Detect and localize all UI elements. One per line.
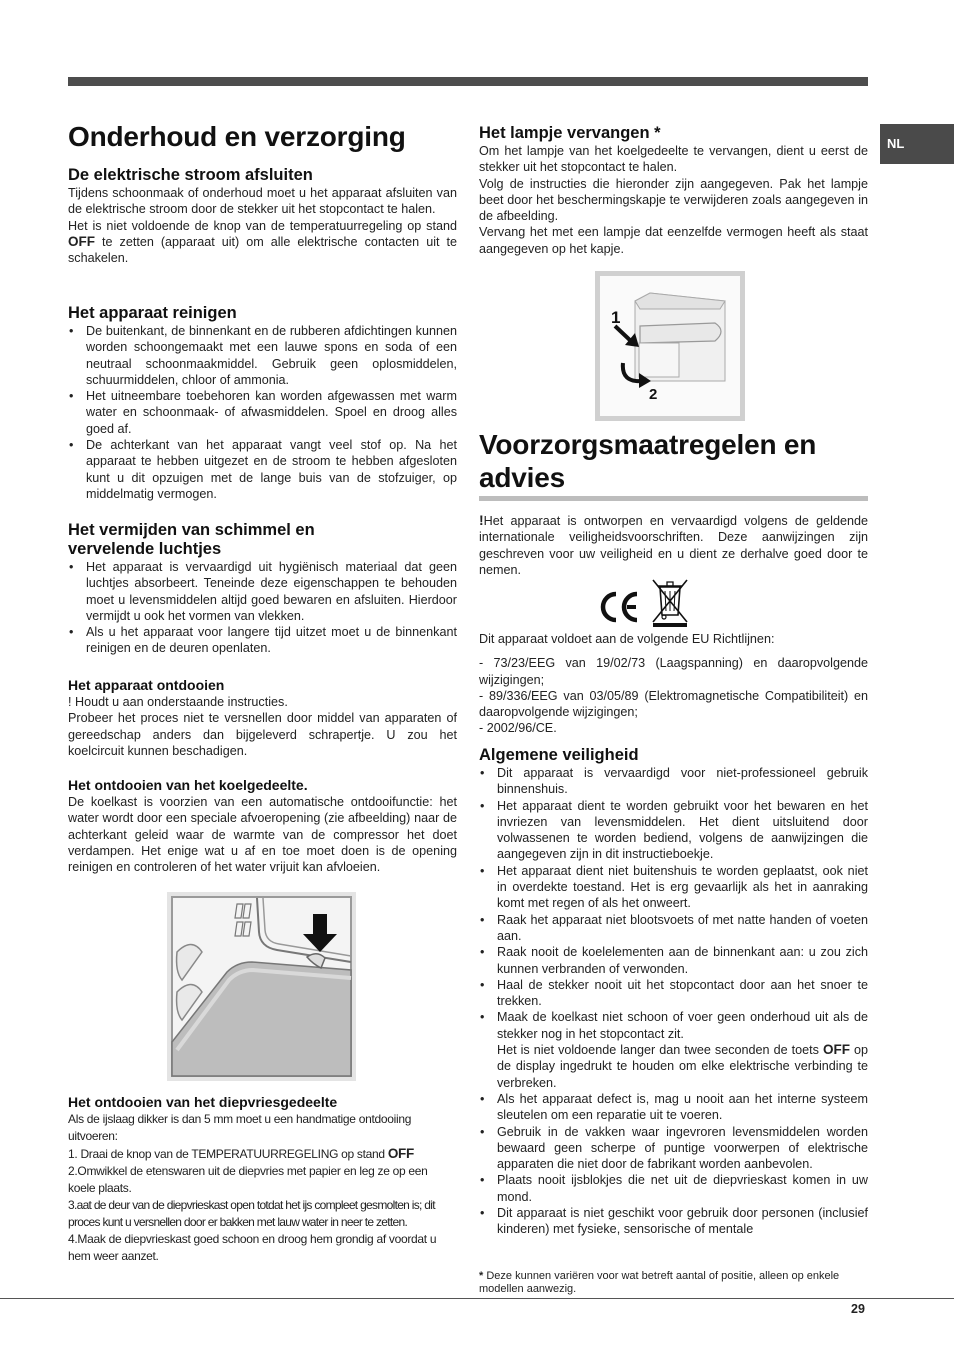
paragraph: - 89/336/EEG van 03/05/89 (Elektromagnetische Compatibiliteit) en daaropvolgende wijzigingen; [479, 688, 868, 720]
paragraph: Het is niet voldoende de knop van de temperatuurregeling op stand OFF te zetten (apparaat uit) om alle elektrische contacten uit te schakelen. [68, 218, 458, 266]
section-defrost [68, 677, 457, 759]
paragraph: - 73/23/EEG van 19/02/73 (Laagspanning) en daaropvolgende wijzigingen; [479, 656, 868, 687]
footnote: * Deze kunnen variëren voor wat betreft aantal of positie, alleen op enkele modellen aanwezig. [479, 1270, 840, 1295]
list-item: • Als het apparaat defect is, mag u nooit aan het interne systeem sleutelen om een reparatie uit te voeren. [479, 1091, 868, 1124]
bullet-list [68, 323, 457, 502]
bullet-list [68, 559, 457, 657]
list-item: • De achterkant van het apparaat vangt veel stof op. Na het apparaat te hebben uitgezet en de stroom te hebben afgesloten kunt u dit opzuigen met de lange buis van de stofzuiger, op middelmatig vermogen. [68, 437, 457, 502]
step: 3.aat de deur van de diepvrieskast open totdat het ijs compleet gesmolten is; dit proces kunt u versnellen door er bakken met lauw water in neer te zetten. [68, 1198, 435, 1229]
section-power [68, 166, 457, 266]
section-safety [479, 746, 868, 1238]
figure-label: 1 [611, 308, 621, 327]
section-mould [68, 521, 457, 657]
ce-mark-icon [603, 594, 637, 620]
section-heading: Het lampje vervangen * [479, 124, 661, 142]
language-tab: NL [880, 124, 954, 164]
section-heading: Het apparaat reinigen [68, 304, 237, 322]
step: 2.Omwikkel de etenswaren uit de diepvries met papier en leg ze op een koele plaats. [68, 1164, 428, 1195]
certification-marks [594, 577, 690, 627]
off-label: OFF [822, 1042, 850, 1058]
section-heading: Het ontdooien van het diepvriesgedeelte [68, 1094, 338, 1110]
off-label: OFF [68, 233, 95, 249]
list-item: • Raak nooit de koelelementen aan de binnenkant aan: u zou zich kunnen verbranden of verwonden. [479, 944, 868, 977]
section-heading: Het apparaat ontdooien [68, 677, 225, 693]
paragraph: ! Houdt u aan onderstaande instructies. [68, 695, 288, 709]
paragraph: De koelkast is voorzien van een automatische ontdooifunctie: het water wordt door een speciale afvoeropening (zie afbeelding) naar de achterkant geleid waar de warmte van de compressor het doet verdampen. Het enige wat u af en toe moet doen is de opening reinigen en controleren of het water vrijuit kan afvloeien. [68, 795, 457, 875]
paragraph: Om het lampje van het koelgedeelte te vervangen, dient u eerst de stekker uit het stopcontact te halen. [479, 144, 868, 175]
list-item: • Dit apparaat is vervaardigd voor niet-professioneel gebruik binnenshuis. [479, 765, 868, 798]
warning-mark: ! [479, 512, 484, 528]
list-item: • De buitenkant, de binnenkant en de rubberen afdichtingen kunnen worden schoongemaakt met een lauwe spons en soda of een neutraal schoonmaakmiddel. Gebruik geen oplosmiddelen, schuurmiddelen, chloor of ammonia. [68, 323, 457, 388]
paragraph: Tijdens schoonmaak of onderhoud moet u het apparaat afsluiten van de elektrische stroom door de stekker uit het stopcontact te halen. [68, 186, 457, 217]
bullet-list [479, 765, 868, 1042]
list-item: • Als u het apparaat voor langere tijd uitzet moet u de binnenkant reinigen en de deuren openlaten. [68, 624, 457, 657]
paragraph: Het is niet voldoende langer dan twee seconden de toets OFF op de display ingedrukt te houden om elke elektrische verbinding te verbreken. [497, 1042, 868, 1090]
drain-figure [167, 892, 356, 1081]
section-eu [479, 631, 868, 737]
list-item: • Het apparaat is vervaardigd uit hygiënisch materiaal dat geen luchtjes absorbeert. Teneinde deze eigenschappen te behouden moet u levensmiddelen altijd goed bewaren en afsluiten. Hierdoor vermijdt u ook het vormen van vlekken. [68, 559, 457, 624]
step: 4.Maak de diepvrieskast goed schoon en droog hem grondig af voordat u hem weer aanzet. [68, 1232, 437, 1263]
paragraph: Probeer het proces niet te versnellen door middel van apparaten of gereedschap anders dan bijgeleverd schrapertje. U zou het koelcircuit kunnen beschadigen. [68, 711, 457, 758]
bullet-list [479, 1091, 868, 1238]
section-cleaning [68, 304, 457, 502]
page-number: 29 [851, 1302, 865, 1316]
section-title: Voorzorgsmaatregelen en advies [479, 428, 868, 501]
figure-label: 2 [649, 386, 658, 403]
list-item: • Dit apparaat is niet geschikt voor gebruik door personen (inclusief kinderen) met fysieke, sensorische of mentale [479, 1205, 868, 1238]
list-item: • Haal de stekker nooit uit het stopcontact door aan het snoer te trekken. [479, 977, 868, 1010]
step: 1. Draai de knop van de TEMPERATUURREGELING op stand OFF [68, 1146, 414, 1161]
footer-rule [0, 1298, 954, 1299]
top-rule [68, 77, 868, 86]
list-item: • Plaats nooit ijsblokjes die net uit de diepvrieskast komen in uw mond. [479, 1172, 868, 1205]
section-defrost-fridge [68, 777, 457, 875]
paragraph: Dit apparaat voldoet aan de volgende EU Richtlijnen: [479, 632, 775, 646]
section-heading: Het vermijden van schimmel en vervelende luchtjes [68, 521, 315, 558]
paragraph: Vervang het met een lampje dat eenzelfde vermogen heeft als staat aangegeven op het kapje. [479, 225, 868, 256]
list-item: • Het apparaat dient niet buitenshuis te worden geplaatst, ook niet in overdekte toestand. Het is erg gevaarlijk als het in aanraking komt met regen of als het onweert. [479, 863, 868, 912]
list-item: • Het uitneembare toebehoren kan worden afgewassen met warm water en schoonmaak- of afwasmiddelen. Spoel en droog alles goed af. [68, 388, 457, 437]
paragraph: - 2002/96/CE. [479, 721, 557, 736]
section-warning [479, 512, 868, 578]
section-heading: Het ontdooien van het koelgedeelte. [68, 777, 308, 793]
paragraph: !Het apparaat is ontworpen en vervaardigd volgens de geldende internationale veiligheidsvoorschriften. Deze aanwijzingen zijn geschreven voor uw veiligheid en u dient ze derhalve goed door te nemen. [479, 512, 868, 577]
page-title: Onderhoud en verzorging [68, 121, 406, 152]
list-item: • Raak het apparaat niet blootsvoets of met natte handen of voeten aan. [479, 912, 868, 945]
section-heading: De elektrische stroom afsluiten [68, 166, 313, 184]
paragraph: Volg de instructies die hieronder zijn aangegeven. Pak het lampje beet door het beschermingskapje te verwijderen zoals aangegeven in de afbeelding. [479, 176, 868, 224]
section-heading: Algemene veiligheid [479, 746, 639, 764]
paragraph: Als de ijslaag dikker is dan 5 mm moet u een handmatige ontdooiing uitvoeren: [68, 1112, 412, 1143]
list-item: • Maak de koelkast niet schoon of voer geen onderhoud uit als de stekker nog in het stopcontact zit. [479, 1009, 868, 1042]
list-item: • Het apparaat dient te worden gebruikt voor het bewaren en het invriezen van levensmiddelen. Het dient uitsluitend door volwassenen te worden bediend, volgens de aanwijzingen die aangegeven zijn in dit instructieboekje. [479, 798, 868, 863]
lamp-figure [595, 271, 745, 421]
off-label: OFF [387, 1146, 414, 1161]
section-lamp [479, 124, 868, 257]
section-defrost-freezer [68, 1094, 457, 1265]
weee-crossed-bin-icon [653, 580, 687, 627]
list-item: • Gebruik in de vakken waar ingevroren levensmiddelen worden bewaard geen scherpe of puntige voorwerpen of elektrische apparaten die niet door de fabrikant worden aanbevolen. [479, 1124, 868, 1173]
